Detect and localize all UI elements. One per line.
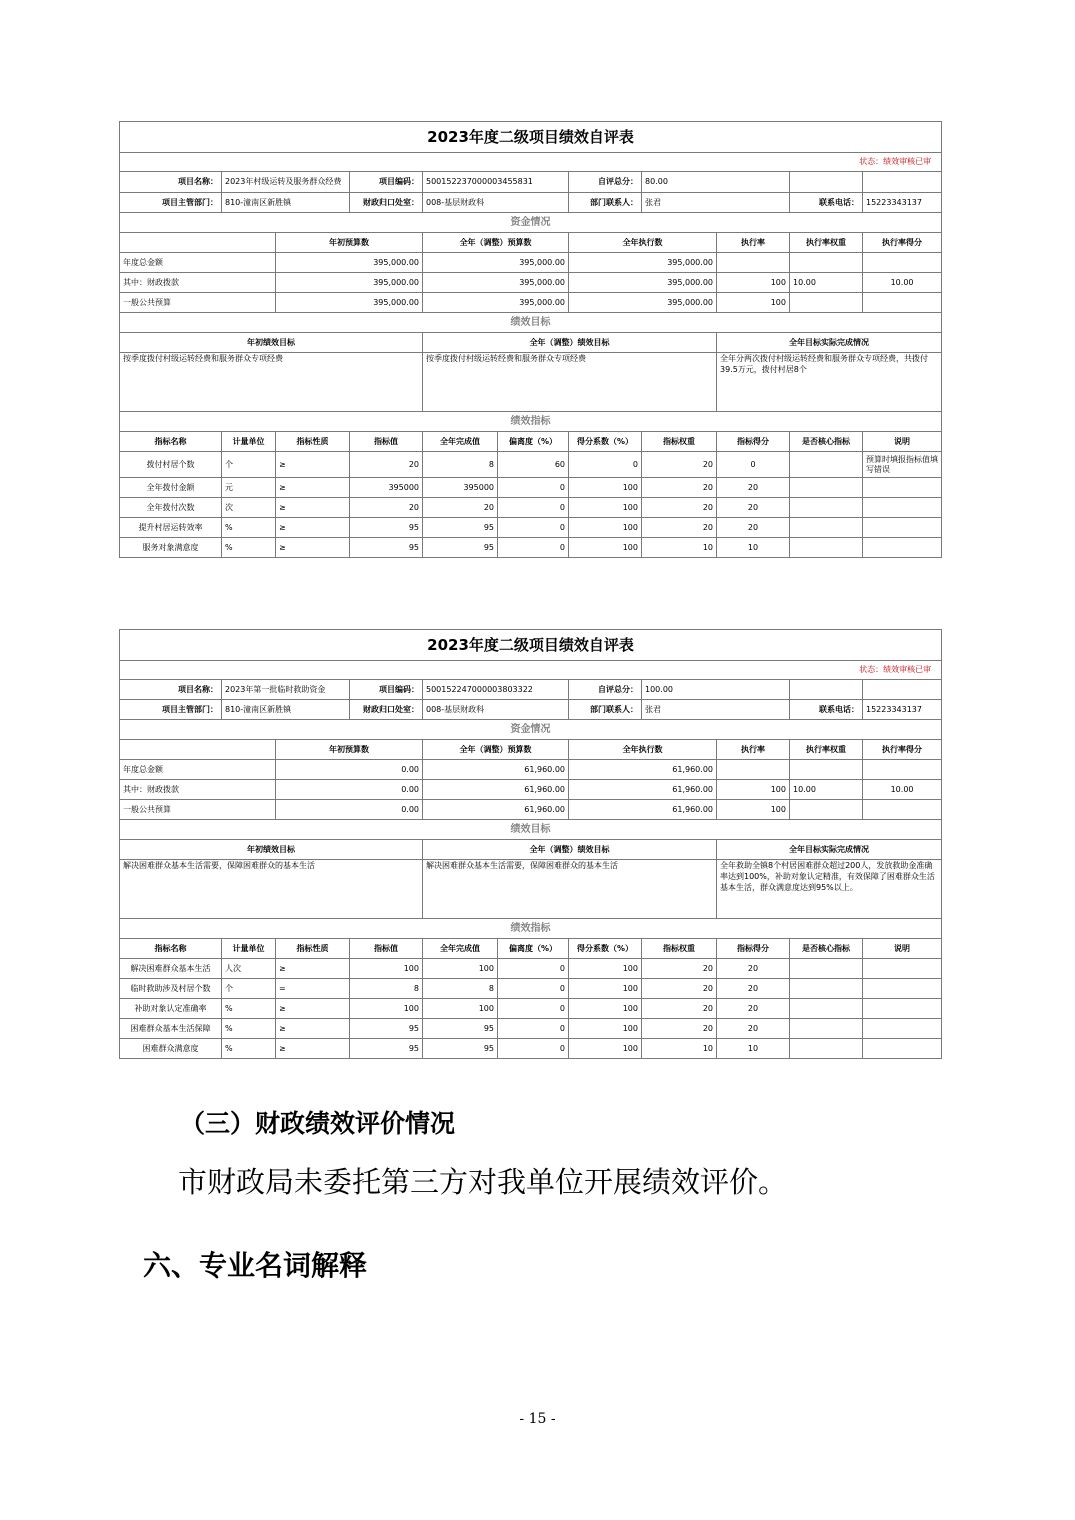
- funds-score: [863, 293, 942, 313]
- indicator-name: 临时救助涉及村居个数: [120, 979, 222, 999]
- funds-rate: 100: [717, 800, 790, 820]
- indicator-value: 100: [350, 999, 423, 1019]
- indicator-unit: %: [222, 1019, 276, 1039]
- indicator-deviation: 0: [498, 498, 569, 518]
- empty-cell: [863, 172, 942, 193]
- indicator-nature: =: [276, 979, 350, 999]
- section-goals: 绩效目标: [120, 313, 942, 333]
- section-indicators: 绩效指标: [120, 412, 942, 432]
- table-row: [120, 999, 942, 1019]
- finance-office-value: 008-基层财政科: [423, 193, 569, 213]
- funds-adjusted: 395,000.00: [423, 253, 569, 273]
- table-row: [120, 518, 942, 538]
- funds-initial: 395,000.00: [276, 293, 423, 313]
- goal-header: 全年目标实际完成情况: [717, 333, 942, 353]
- indicator-unit: %: [222, 999, 276, 1019]
- indicator-nature: ≥: [276, 538, 350, 558]
- indicator-core: [790, 518, 863, 538]
- indicator-done: 100: [423, 999, 498, 1019]
- indicator-nature: ≥: [276, 478, 350, 498]
- indicator-name: 解决困难群众基本生活: [120, 959, 222, 979]
- indicator-header: 指标得分: [717, 939, 790, 959]
- total-score-label: 自评总分：: [569, 172, 642, 193]
- project-name-label: 项目名称：: [120, 680, 222, 700]
- indicator-note: [863, 959, 942, 979]
- indicator-name: 困难群众基本生活保障: [120, 1019, 222, 1039]
- indicator-header: 指标权重: [642, 432, 717, 452]
- indicator-score: 0: [717, 452, 790, 478]
- indicator-coef: 100: [569, 959, 642, 979]
- contact-person-label: 部门联系人：: [569, 700, 642, 720]
- table-row: [120, 538, 942, 558]
- table-row: [120, 979, 942, 999]
- indicator-unit: 个: [222, 979, 276, 999]
- indicator-score: 10: [717, 1039, 790, 1059]
- indicator-deviation: 0: [498, 959, 569, 979]
- indicator-done: 100: [423, 959, 498, 979]
- indicator-weight: 10: [642, 1039, 717, 1059]
- empty-cell: [790, 172, 863, 193]
- funds-rate: [717, 253, 790, 273]
- funds-initial: 0.00: [276, 780, 423, 800]
- indicator-header: 指标名称: [120, 432, 222, 452]
- table-row: [120, 1019, 942, 1039]
- indicator-name: 提升村居运转效率: [120, 518, 222, 538]
- department-label: 项目主管部门：: [120, 700, 222, 720]
- indicator-unit: %: [222, 538, 276, 558]
- table-title: 2023年度二级项目绩效自评表: [120, 122, 942, 153]
- empty-cell: [790, 680, 863, 700]
- indicator-note: 预算时填报指标值填写错误: [863, 452, 942, 478]
- funds-weight: 10.00: [790, 780, 863, 800]
- goal-actual: 全年救助全镇8个村居困难群众超过200人，发放救助金准确率达到100%，补助对象认定精准，有效保障了困难群众生活基本生活，群众满意度达到95%以上。: [717, 860, 942, 919]
- indicator-header: 计量单位: [222, 432, 276, 452]
- empty-cell: [120, 740, 276, 760]
- indicator-name: 服务对象满意度: [120, 538, 222, 558]
- indicator-coef: 100: [569, 518, 642, 538]
- goal-adjusted: 按季度拨付村级运转经费和服务群众专项经费: [423, 353, 717, 412]
- finance-office-label: 财政归口处室：: [350, 193, 423, 213]
- funds-score: 10.00: [863, 780, 942, 800]
- indicator-value: 95: [350, 538, 423, 558]
- contact-person-value: 张君: [642, 193, 790, 213]
- funds-row-label: 年度总金额: [120, 253, 276, 273]
- funds-executed: 395,000.00: [569, 253, 717, 273]
- indicator-deviation: 60: [498, 452, 569, 478]
- indicator-coef: 100: [569, 999, 642, 1019]
- funds-executed: 61,960.00: [569, 780, 717, 800]
- indicator-coef: 100: [569, 498, 642, 518]
- indicator-header: 得分系数（%）: [569, 432, 642, 452]
- funds-weight: 10.00: [790, 273, 863, 293]
- goal-initial: 按季度拨付村级运转经费和服务群众专项经费: [120, 353, 423, 412]
- finance-office-label: 财政归口处室：: [350, 700, 423, 720]
- funds-rate: 100: [717, 293, 790, 313]
- indicator-coef: 100: [569, 538, 642, 558]
- department-value: 810-潼南区新胜镇: [222, 193, 350, 213]
- indicator-header: 指标权重: [642, 939, 717, 959]
- indicator-nature: ≥: [276, 1039, 350, 1059]
- indicator-header: 指标名称: [120, 939, 222, 959]
- contact-person-value: 张君: [642, 700, 790, 720]
- section3-paragraph: 市财政局未委托第三方对我单位开展绩效评价。: [178, 1165, 788, 1199]
- phone-value: 15223343137: [863, 193, 942, 213]
- indicator-note: [863, 1019, 942, 1039]
- indicator-note: [863, 498, 942, 518]
- indicator-deviation: 0: [498, 999, 569, 1019]
- goal-header: 全年目标实际完成情况: [717, 840, 942, 860]
- indicator-name: 困难群众满意度: [120, 1039, 222, 1059]
- funds-executed: 395,000.00: [569, 273, 717, 293]
- table-title: 2023年度二级项目绩效自评表: [120, 630, 942, 661]
- funds-row-label: 一般公共预算: [120, 293, 276, 313]
- funds-header: 执行率权重: [790, 233, 863, 253]
- indicator-weight: 20: [642, 959, 717, 979]
- table-row: [120, 452, 942, 478]
- indicator-note: [863, 518, 942, 538]
- indicator-core: [790, 498, 863, 518]
- goal-initial: 解决困难群众基本生活需要，保障困难群众的基本生活: [120, 860, 423, 919]
- status-text: 状态：绩效审核已审: [120, 661, 942, 680]
- project-name-value: 2023年村级运转及服务群众经费: [222, 172, 350, 193]
- section-funds: 资金情况: [120, 213, 942, 233]
- phone-label: 联系电话：: [790, 700, 863, 720]
- goal-header: 年初绩效目标: [120, 840, 423, 860]
- indicator-header: 是否核心指标: [790, 432, 863, 452]
- indicator-weight: 20: [642, 518, 717, 538]
- indicator-core: [790, 452, 863, 478]
- indicator-header: 指标值: [350, 432, 423, 452]
- indicator-note: [863, 538, 942, 558]
- indicator-nature: ≥: [276, 959, 350, 979]
- section-funds: 资金情况: [120, 720, 942, 740]
- project-name-value: 2023年第一批临时救助资金: [222, 680, 350, 700]
- table-row: [120, 498, 942, 518]
- indicator-deviation: 0: [498, 478, 569, 498]
- indicator-coef: 0: [569, 452, 642, 478]
- project-code-label: 项目编码：: [350, 680, 423, 700]
- indicator-done: 95: [423, 538, 498, 558]
- funds-header: 执行率: [717, 740, 790, 760]
- funds-weight: [790, 253, 863, 273]
- indicator-unit: 元: [222, 478, 276, 498]
- indicator-value: 20: [350, 452, 423, 478]
- indicator-value: 95: [350, 518, 423, 538]
- indicator-weight: 20: [642, 452, 717, 478]
- indicator-score: 20: [717, 518, 790, 538]
- funds-header: 全年（调整）预算数: [423, 740, 569, 760]
- funds-rate: 100: [717, 780, 790, 800]
- funds-executed: 395,000.00: [569, 293, 717, 313]
- indicator-unit: %: [222, 518, 276, 538]
- performance-table-2: [119, 629, 942, 1059]
- indicator-core: [790, 959, 863, 979]
- funds-executed: 61,960.00: [569, 800, 717, 820]
- indicator-score: 20: [717, 979, 790, 999]
- funds-score: [863, 800, 942, 820]
- table-row: [120, 1039, 942, 1059]
- indicator-done: 95: [423, 1039, 498, 1059]
- indicator-header: 偏离度（%）: [498, 939, 569, 959]
- funds-header: 全年（调整）预算数: [423, 233, 569, 253]
- project-code-value: 500152237000003455831: [423, 172, 569, 193]
- empty-cell: [120, 233, 276, 253]
- indicator-done: 20: [423, 498, 498, 518]
- funds-rate: [717, 760, 790, 780]
- indicator-name: 全年拨付金额: [120, 478, 222, 498]
- funds-header: 执行率得分: [863, 233, 942, 253]
- funds-header: 全年执行数: [569, 233, 717, 253]
- indicator-header: 指标得分: [717, 432, 790, 452]
- indicator-note: [863, 999, 942, 1019]
- indicator-deviation: 0: [498, 1019, 569, 1039]
- indicator-header: 得分系数（%）: [569, 939, 642, 959]
- funds-adjusted: 61,960.00: [423, 800, 569, 820]
- indicator-score: 20: [717, 498, 790, 518]
- indicator-done: 95: [423, 518, 498, 538]
- indicator-value: 8: [350, 979, 423, 999]
- section-goals: 绩效目标: [120, 820, 942, 840]
- section3-heading: （三）财政绩效评价情况: [180, 1109, 456, 1138]
- table-row: [120, 478, 942, 498]
- funds-row-label: 其中：财政拨款: [120, 273, 276, 293]
- goal-header: 全年（调整）绩效目标: [423, 840, 717, 860]
- indicator-nature: ≥: [276, 999, 350, 1019]
- funds-rate: 100: [717, 273, 790, 293]
- funds-row-label: 一般公共预算: [120, 800, 276, 820]
- indicator-header: 是否核心指标: [790, 939, 863, 959]
- indicator-core: [790, 478, 863, 498]
- indicator-deviation: 0: [498, 1039, 569, 1059]
- indicator-score: 10: [717, 538, 790, 558]
- department-value: 810-潼南区新胜镇: [222, 700, 350, 720]
- indicator-deviation: 0: [498, 518, 569, 538]
- indicator-name: 补助对象认定准确率: [120, 999, 222, 1019]
- phone-label: 联系电话：: [790, 193, 863, 213]
- indicator-note: [863, 979, 942, 999]
- indicator-header: 计量单位: [222, 939, 276, 959]
- section-indicators: 绩效指标: [120, 919, 942, 939]
- indicator-score: 20: [717, 999, 790, 1019]
- funds-score: [863, 760, 942, 780]
- funds-header: 执行率: [717, 233, 790, 253]
- indicator-deviation: 0: [498, 538, 569, 558]
- funds-header: 年初预算数: [276, 740, 423, 760]
- funds-row-label: 年度总金额: [120, 760, 276, 780]
- indicator-nature: ≥: [276, 452, 350, 478]
- indicator-coef: 100: [569, 1019, 642, 1039]
- indicator-unit: %: [222, 1039, 276, 1059]
- indicator-core: [790, 1039, 863, 1059]
- status-text: 状态：绩效审核已审: [120, 153, 942, 172]
- goal-actual: 全年分两次拨付村级运转经费和服务群众专项经费，共拨付39.5万元，拨付村居8个: [717, 353, 942, 412]
- indicator-nature: ≥: [276, 1019, 350, 1039]
- funds-header: 执行率得分: [863, 740, 942, 760]
- total-score-label: 自评总分：: [569, 680, 642, 700]
- funds-initial: 0.00: [276, 760, 423, 780]
- indicator-core: [790, 979, 863, 999]
- indicator-header: 说明: [863, 432, 942, 452]
- indicator-name: 全年拨付次数: [120, 498, 222, 518]
- project-name-label: 项目名称：: [120, 172, 222, 193]
- indicator-value: 95: [350, 1039, 423, 1059]
- indicator-name: 拨付村居个数: [120, 452, 222, 478]
- funds-score: 10.00: [863, 273, 942, 293]
- funds-adjusted: 395,000.00: [423, 273, 569, 293]
- indicator-value: 395000: [350, 478, 423, 498]
- funds-weight: [790, 760, 863, 780]
- indicator-weight: 20: [642, 1019, 717, 1039]
- indicator-score: 20: [717, 478, 790, 498]
- funds-initial: 395,000.00: [276, 253, 423, 273]
- funds-adjusted: 61,960.00: [423, 760, 569, 780]
- indicator-header: 全年完成值: [423, 432, 498, 452]
- indicator-value: 20: [350, 498, 423, 518]
- funds-initial: 395,000.00: [276, 273, 423, 293]
- indicator-done: 95: [423, 1019, 498, 1039]
- finance-office-value: 008-基层财政科: [423, 700, 569, 720]
- indicator-weight: 20: [642, 979, 717, 999]
- funds-adjusted: 395,000.00: [423, 293, 569, 313]
- indicator-core: [790, 538, 863, 558]
- total-score-value: 80.00: [642, 172, 790, 193]
- funds-score: [863, 253, 942, 273]
- indicator-value: 100: [350, 959, 423, 979]
- project-code-value: 500152247000003803322: [423, 680, 569, 700]
- funds-header: 全年执行数: [569, 740, 717, 760]
- indicator-note: [863, 478, 942, 498]
- indicator-coef: 100: [569, 1039, 642, 1059]
- phone-value: 15223343137: [863, 700, 942, 720]
- indicator-note: [863, 1039, 942, 1059]
- indicator-coef: 100: [569, 478, 642, 498]
- section6-heading: 六、专业名词解释: [143, 1249, 368, 1282]
- table-row: [120, 959, 942, 979]
- indicator-score: 20: [717, 1019, 790, 1039]
- indicator-done: 8: [423, 979, 498, 999]
- indicator-coef: 100: [569, 979, 642, 999]
- indicator-header: 偏离度（%）: [498, 432, 569, 452]
- funds-adjusted: 61,960.00: [423, 780, 569, 800]
- indicator-done: 8: [423, 452, 498, 478]
- goal-header: 全年（调整）绩效目标: [423, 333, 717, 353]
- indicator-unit: 次: [222, 498, 276, 518]
- indicator-header: 指标值: [350, 939, 423, 959]
- indicator-weight: 10: [642, 538, 717, 558]
- project-code-label: 项目编码：: [350, 172, 423, 193]
- indicator-done: 395000: [423, 478, 498, 498]
- funds-weight: [790, 800, 863, 820]
- indicator-core: [790, 999, 863, 1019]
- empty-cell: [863, 680, 942, 700]
- indicator-unit: 个: [222, 452, 276, 478]
- goal-adjusted: 解决困难群众基本生活需要，保障困难群众的基本生活: [423, 860, 717, 919]
- indicator-core: [790, 1019, 863, 1039]
- funds-header: 年初预算数: [276, 233, 423, 253]
- funds-initial: 0.00: [276, 800, 423, 820]
- funds-executed: 61,960.00: [569, 760, 717, 780]
- indicator-weight: 20: [642, 999, 717, 1019]
- indicator-unit: 人次: [222, 959, 276, 979]
- indicator-weight: 20: [642, 498, 717, 518]
- indicator-header: 全年完成值: [423, 939, 498, 959]
- indicator-header: 指标性质: [276, 432, 350, 452]
- performance-table-1: [119, 121, 942, 558]
- indicator-deviation: 0: [498, 979, 569, 999]
- indicator-value: 95: [350, 1019, 423, 1039]
- funds-weight: [790, 293, 863, 313]
- department-label: 项目主管部门：: [120, 193, 222, 213]
- funds-header: 执行率权重: [790, 740, 863, 760]
- indicator-header: 说明: [863, 939, 942, 959]
- goal-header: 年初绩效目标: [120, 333, 423, 353]
- funds-row-label: 其中：财政拨款: [120, 780, 276, 800]
- indicator-score: 20: [717, 959, 790, 979]
- contact-person-label: 部门联系人：: [569, 193, 642, 213]
- total-score-value: 100.00: [642, 680, 790, 700]
- indicator-nature: ≥: [276, 518, 350, 538]
- indicator-header: 指标性质: [276, 939, 350, 959]
- page-number: - 15 -: [519, 1411, 556, 1427]
- indicator-weight: 20: [642, 478, 717, 498]
- indicator-nature: ≥: [276, 498, 350, 518]
